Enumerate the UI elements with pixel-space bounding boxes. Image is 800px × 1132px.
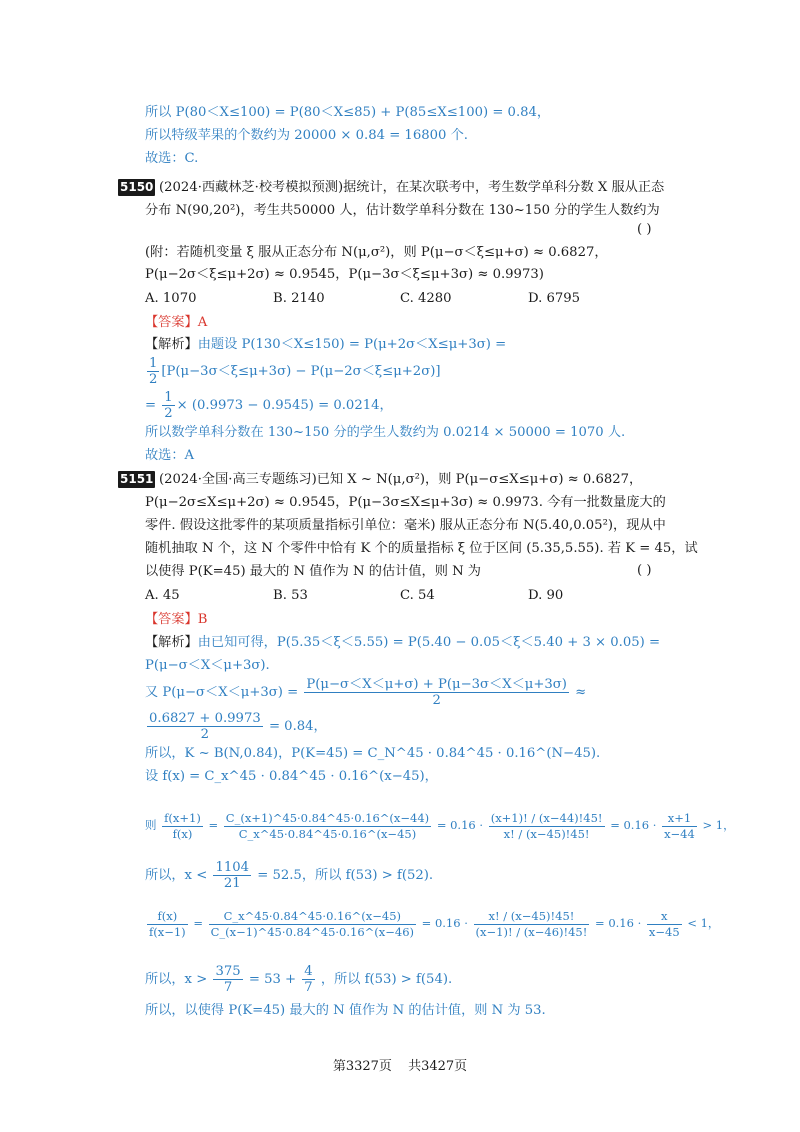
fraction: $\frac{(x+1)! / (x-44)!45!}{x! / (x-45)!45!}$ <box>490 810 603 841</box>
analysis-line: 则 $\frac{f(x+1)}{f(x)}$ = $\frac{C\_(x+1)\^{}45\cdot 0.84\^{}45\cdot 0.16\^{}(x-44)}{C\_x\^{}45\cdot 0.84\^{}45\cdot 0.16\^{}(x-45)}$ = 0.16 · $\frac{(x+1)! / (x-44)!45!}{x! / (x-45)!45!}$ = 0.16 · $\frac{x+1}{x-44}$ > 1， <box>145 810 735 841</box>
option-b: B. 2140 <box>273 291 325 306</box>
analysis-line: 又 P(μ−σ＜X＜μ+3σ) = $\frac{P(\mu-\sigma<X<\mu+\sigma) + P(\mu-3\sigma<X<\mu+3\sigma)}{2}$ ≈ <box>145 677 587 708</box>
analysis-text: 由已知可得，P(5.35＜ξ＜5.55) = P(5.40 − 0.05＜ξ＜5.40 + 3 × 0.05) = <box>197 635 661 650</box>
question-number: 5151 <box>120 472 154 486</box>
analysis-line <box>145 356 441 387</box>
analysis-line: 所以，以使得 P(K=45) 最大的 N 值作为 N 的估计值，则 N 为 53. <box>145 1003 546 1018</box>
options <box>145 587 745 605</box>
analysis-line: $\frac{f(x)}{f(x-1)}$ = $\frac{C\_x\^{}45\cdot 0.84\^{}45\cdot 0.16\^{}(x-45)}{C\_(x-1)\^{}45\cdot 0.84\^{}45\cdot 0.16\^{}(x-46)}$ = 0.16 · $\frac{x! / (x-45)!45!}{(x-1)! / (x-46)!45!}$ = 0.16 · $\frac{x}{x-45}$ < 1， <box>149 908 720 939</box>
option-b: B. 53 <box>273 588 308 603</box>
fraction: $\frac{f(x)}{f(x-1)}$ <box>149 908 186 939</box>
option-a: A. 45 <box>145 588 180 603</box>
fraction: $\frac{x+1}{x-44}$ <box>664 810 695 841</box>
option-d: D. 90 <box>528 588 564 603</box>
analysis-line: 所以，x < $\frac{1104}{21}$ = 52.5，所以 f(53) > f(52). <box>145 860 434 891</box>
question-number: 5150 <box>120 180 154 194</box>
answer-paren: ( ) <box>637 563 652 578</box>
analysis-line: P(μ−σ＜X＜μ+3σ). <box>145 658 270 673</box>
answer-value: A <box>197 315 208 330</box>
fraction: $\frac{4}{7}$ <box>304 964 313 995</box>
analysis-line: 所以，K ~ B(N,0.84)，P(K=45) = C_N^45 · 0.84^45 · 0.16^(N−45). <box>145 746 601 761</box>
answer-line <box>145 611 207 629</box>
fraction: $\frac{x}{x-45}$ <box>648 908 680 939</box>
page-footer <box>0 1055 800 1074</box>
analysis-line <box>145 634 660 652</box>
fraction: $\frac{x! / (x-45)!45!}{(x-1)! / (x-46)!45!}$ <box>475 908 588 939</box>
analysis-line <box>145 336 506 354</box>
question-text: (2024·全国·高三专题练习)已知 X ~ N(μ,σ²)，则 P(μ−σ≤X≤μ+σ) ≈ 0.6827， <box>159 472 643 487</box>
fraction: $\frac{0.6827 + 0.9973}{2}$ <box>149 711 261 742</box>
option-a: A. 1070 <box>145 291 197 306</box>
options <box>145 290 745 308</box>
fraction: $\frac{C\_x\^{}45\cdot 0.84\^{}45\cdot 0.16\^{}(x-45)}{C\_(x-1)\^{}45\cdot 0.84\^{}45\cdot 0.16\^{}(x-46)}$ <box>210 908 415 939</box>
answer-label: 【答案】 <box>145 612 198 627</box>
fraction: $\frac{1}{2}$ <box>164 390 173 421</box>
analysis-line: = $\frac{1}{2}$ × (0.9973 − 0.9545) = 0.0214， <box>145 390 393 421</box>
analysis-line: 设 f(x) = C_x^45 · 0.84^45 · 0.16^(x−45)， <box>145 769 438 784</box>
fraction: $\frac{f(x+1)}{f(x)}$ <box>164 810 201 841</box>
question-text: P(μ−2σ≤X≤μ+2σ) ≈ 0.9545，P(μ−3σ≤X≤μ+3σ) ≈ 0.9973. 今有一批数量庞大的 <box>145 495 666 510</box>
answer-value: B <box>197 612 208 627</box>
solution-line: 故选：C. <box>145 151 199 166</box>
fraction: $\frac{1}{2}$ <box>149 356 158 387</box>
answer-paren: ( ) <box>637 222 652 237</box>
analysis-line: 故选：A <box>145 448 195 463</box>
analysis-line: $\frac{0.6827 + 0.9973}{2}$ = 0.84， <box>149 711 327 742</box>
analysis-label: 【解析】 <box>145 337 198 352</box>
solution-line: 所以 P(80＜X≤100) = P(80＜X≤85) + P(85≤X≤100) = 0.84， <box>145 105 551 120</box>
analysis-line: 所以，x > $\frac{375}{7}$ = 53 + $\frac{4}{7}$ ，所以 f(53) > f(54). <box>145 964 453 995</box>
question-text: (2024·西藏林芝·校考模拟预测)据统计，在某次联考中，考生数学单科分数 X 服从正态 <box>159 180 665 195</box>
question-text: 以使得 P(K=45) 最大的 N 值作为 N 的估计值，则 N 为 <box>145 564 481 579</box>
question-text: (附：若随机变量 ξ 服从正态分布 N(μ,σ²)，则 P(μ−σ＜ξ≤μ+σ) ≈ 0.6827， <box>145 245 608 260</box>
question-text: 分布 N(90,20²)，考生共50000 人，估计数学单科分数在 130~150 分的学生人数约为 <box>145 203 660 218</box>
analysis-label: 【解析】 <box>145 635 198 650</box>
solution-line: 所以特级苹果的个数约为 20000 × 0.84 = 16800 个. <box>145 128 468 143</box>
fraction: $\frac{C\_(x+1)\^{}45\cdot 0.84\^{}45\cdot 0.16\^{}(x-44)}{C\_x\^{}45\cdot 0.84\^{}45\cdot 0.16\^{}(x-45)}$ <box>225 810 430 841</box>
option-d: D. 6795 <box>528 291 581 306</box>
fraction: $\frac{1104}{21}$ <box>215 860 250 891</box>
fraction: $\frac{375}{7}$ <box>215 964 241 995</box>
fraction: $\frac{P(\mu-\sigma<X<\mu+\sigma) + P(\mu-3\sigma<X<\mu+3\sigma)}{2}$ <box>306 677 567 708</box>
option-c: C. 54 <box>400 588 435 603</box>
question-text: 零件. 假设这批零件的某项质量指标引单位：毫米) 服从正态分布 N(5.40,0.05²)，现从中 <box>145 518 666 533</box>
question-text: 随机抽取 N 个，这 N 个零件中恰有 K 个的质量指标 ξ 位于区间 (5.35,5.55). 若 K = 45，试 <box>145 541 698 556</box>
analysis-text: 由题设 P(130＜X≤150) = P(μ+2σ＜X≤μ+3σ) = <box>197 337 507 352</box>
question-text: P(μ−2σ＜ξ≤μ+2σ) ≈ 0.9545，P(μ−3σ＜ξ≤μ+3σ) ≈ 0.9973) <box>145 267 544 282</box>
analysis-text: [P(μ−3σ＜ξ≤μ+3σ) − P(μ−2σ＜ξ≤μ+2σ)] <box>161 364 441 379</box>
answer-label: 【答案】 <box>145 315 198 330</box>
answer-line <box>145 314 207 332</box>
analysis-line: 所以数学单科分数在 130~150 分的学生人数约为 0.0214 × 50000 = 1070 人. <box>145 425 626 440</box>
option-c: C. 4280 <box>400 291 452 306</box>
page-number: 第3327页 <box>332 1059 392 1074</box>
page-total: 共3427页 <box>408 1059 468 1074</box>
